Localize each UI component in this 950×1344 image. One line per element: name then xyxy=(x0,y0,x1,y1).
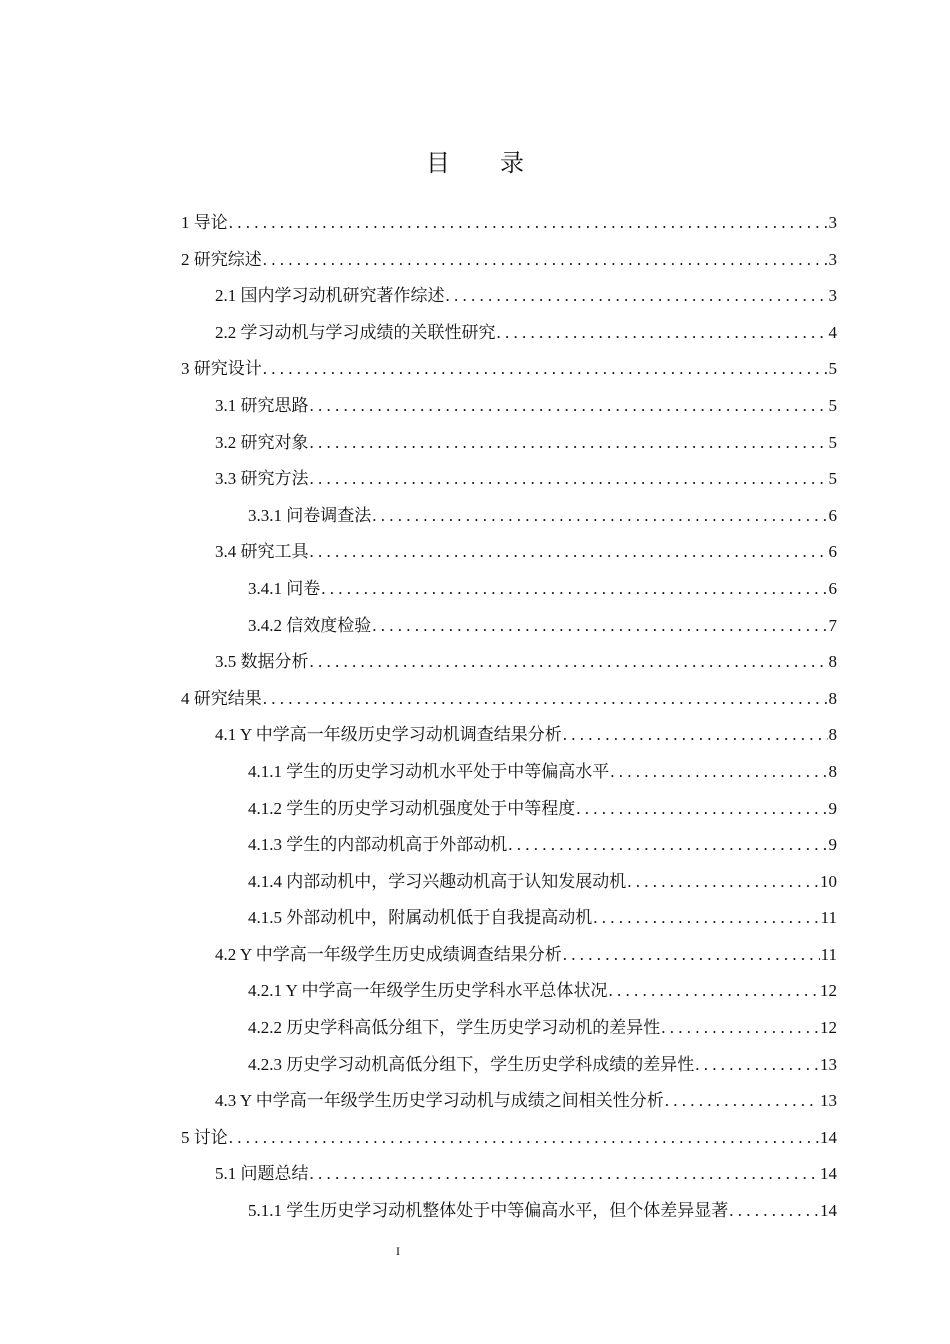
toc-leader-dots xyxy=(372,498,827,535)
toc-entry[interactable] xyxy=(181,351,837,388)
toc-entry[interactable] xyxy=(181,1010,837,1047)
toc-entry[interactable] xyxy=(181,498,837,535)
toc-entry[interactable] xyxy=(181,791,837,828)
toc-leader-dots xyxy=(310,1156,820,1193)
toc-entry-text: 1 导论 xyxy=(181,213,228,232)
toc-leader-dots xyxy=(372,608,827,645)
toc-entry-page: 5 xyxy=(828,359,837,379)
toc-entry[interactable] xyxy=(181,278,837,315)
toc-entry-page: 9 xyxy=(828,798,837,818)
toc-entry-text: 4.2.3 历史学习动机高低分组下，学生历史学科成绩的差异性 xyxy=(248,1054,695,1074)
toc-entry-page: 4 xyxy=(828,322,837,342)
toc-leader-dots xyxy=(508,827,827,864)
toc-leader-dots xyxy=(563,717,828,754)
toc-entry-page: 8 xyxy=(828,725,837,745)
toc-entry[interactable] xyxy=(181,534,837,571)
toc-entry-text: 2.2 学习动机与学习成绩的关联性研究 xyxy=(215,322,496,342)
toc-leader-dots xyxy=(627,864,819,901)
toc-entry-text: 4.2.1 Y 中学高一年级学生历史学科水平总体状况 xyxy=(248,981,608,1001)
toc-entry[interactable] xyxy=(181,205,837,242)
toc-leader-dots xyxy=(263,242,828,279)
toc-entry-text: 2.1 国内学习动机研究著作综述 xyxy=(215,286,445,306)
toc-leader-dots xyxy=(576,791,827,828)
toc-leader-dots xyxy=(665,1083,819,1120)
toc-entry-text: 2 研究综述 xyxy=(181,249,262,269)
toc-entry-page: 5 xyxy=(828,469,837,489)
toc-title: 目 录 xyxy=(426,151,546,177)
toc-entry-text: 3.4 研究工具 xyxy=(215,542,309,562)
toc-entry[interactable] xyxy=(181,461,837,498)
toc-entry-page: 3 xyxy=(828,213,837,232)
toc-entry-page: 3 xyxy=(828,249,837,269)
toc-entry[interactable] xyxy=(181,827,837,864)
toc-entry-page: 7 xyxy=(828,615,837,635)
toc-entry-page: 6 xyxy=(828,505,837,525)
toc-entry-page: 5 xyxy=(828,395,837,415)
toc-entry-page: 6 xyxy=(828,578,837,598)
toc-entry-text: 3 研究设计 xyxy=(181,359,262,379)
toc-entry[interactable] xyxy=(181,864,837,901)
toc-entry-page: 5 xyxy=(828,432,837,452)
toc-leader-dots xyxy=(321,571,827,608)
toc-entry[interactable] xyxy=(181,1120,837,1157)
toc-entry[interactable] xyxy=(181,754,837,791)
toc-entry-page: 11 xyxy=(820,908,837,928)
toc-entry-page: 11 xyxy=(820,944,837,964)
toc-entry-text: 4 研究结果 xyxy=(181,688,262,708)
toc-entry[interactable] xyxy=(181,1193,837,1230)
toc-entry-page: 12 xyxy=(820,981,837,1001)
toc-entry-page: 8 xyxy=(828,652,837,672)
toc-leader-dots xyxy=(229,1120,819,1157)
toc-entry[interactable] xyxy=(181,1047,837,1084)
toc-entry-text: 3.2 研究对象 xyxy=(215,432,309,452)
toc-entry-text: 3.4.1 问卷 xyxy=(248,578,321,598)
toc-entry-text: 3.4.2 信效度检验 xyxy=(248,615,372,635)
toc-entry[interactable] xyxy=(181,900,837,937)
toc-entry-text: 4.2.2 历史学科高低分组下，学生历史学习动机的差异性 xyxy=(248,1018,661,1038)
toc-entry-text: 4.2 Y 中学高一年级学生历史成绩调查结果分析 xyxy=(215,944,562,964)
toc-entry-page: 14 xyxy=(820,1164,837,1184)
toc-entry[interactable] xyxy=(181,425,837,462)
toc-entry-page: 13 xyxy=(820,1091,837,1111)
toc-leader-dots xyxy=(310,461,828,498)
toc-entry-page: 10 xyxy=(820,871,837,891)
toc-leader-dots xyxy=(310,425,828,462)
toc-entry[interactable] xyxy=(181,681,837,718)
toc-entry-page: 6 xyxy=(828,542,837,562)
toc-entry[interactable] xyxy=(181,717,837,754)
toc-entry-text: 4.1.3 学生的内部动机高于外部动机 xyxy=(248,835,508,855)
table-of-contents xyxy=(181,205,837,1230)
toc-entry-text: 3.1 研究思路 xyxy=(215,395,309,415)
toc-leader-dots xyxy=(593,900,819,937)
toc-entry-text: 4.3 Y 中学高一年级学生历史学习动机与成绩之间相关性分析 xyxy=(215,1091,664,1111)
toc-entry-page: 14 xyxy=(820,1201,837,1221)
toc-entry-page: 3 xyxy=(828,286,837,306)
toc-entry[interactable] xyxy=(181,388,837,425)
toc-entry-page: 12 xyxy=(820,1018,837,1038)
toc-entry-page: 14 xyxy=(820,1127,837,1147)
toc-entry-page: 8 xyxy=(828,688,837,708)
toc-leader-dots xyxy=(310,644,828,681)
toc-leader-dots xyxy=(563,937,820,974)
toc-entry-text: 4.1.1 学生的历史学习动机水平处于中等偏高水平 xyxy=(248,761,610,781)
toc-leader-dots xyxy=(310,388,828,425)
toc-entry-page: 13 xyxy=(820,1054,837,1074)
toc-entry[interactable] xyxy=(181,937,837,974)
toc-entry[interactable] xyxy=(181,315,837,352)
toc-entry[interactable] xyxy=(181,571,837,608)
toc-entry-text: 5 讨论 xyxy=(181,1127,228,1147)
toc-entry-text: 3.3.1 问卷调查法 xyxy=(248,505,372,525)
toc-leader-dots xyxy=(729,1193,819,1230)
toc-leader-dots xyxy=(263,681,828,718)
toc-leader-dots xyxy=(609,973,819,1010)
toc-entry-text: 4.1.4 内部动机中，学习兴趣动机高于认知发展动机 xyxy=(248,871,627,891)
toc-entry-text: 3.3 研究方法 xyxy=(215,469,309,489)
toc-leader-dots xyxy=(263,351,828,388)
toc-entry-text: 4.1.5 外部动机中，附属动机低于自我提高动机 xyxy=(248,908,593,928)
page-number: I xyxy=(396,1244,400,1258)
toc-entry-page: 9 xyxy=(828,835,837,855)
toc-entry[interactable] xyxy=(181,1083,837,1120)
toc-entry-text: 4.1.2 学生的历史学习动机强度处于中等程度 xyxy=(248,798,576,818)
toc-entry-text: 3.5 数据分析 xyxy=(215,652,309,672)
toc-leader-dots xyxy=(446,278,828,315)
toc-leader-dots xyxy=(661,1010,819,1047)
toc-entry-page: 8 xyxy=(828,761,837,781)
toc-entry[interactable] xyxy=(181,1156,837,1193)
toc-entry[interactable] xyxy=(181,644,837,681)
toc-entry-text: 5.1 问题总结 xyxy=(215,1164,309,1184)
toc-entry[interactable] xyxy=(181,973,837,1010)
toc-entry-text: 4.1 Y 中学高一年级历史学习动机调查结果分析 xyxy=(215,725,562,745)
toc-leader-dots xyxy=(695,1047,819,1084)
toc-leader-dots xyxy=(610,754,827,791)
toc-entry-text: 5.1.1 学生历史学习动机整体处于中等偏高水平，但个体差异显著 xyxy=(248,1201,729,1221)
toc-leader-dots xyxy=(229,205,828,242)
toc-entry[interactable] xyxy=(181,242,837,279)
toc-leader-dots xyxy=(310,534,828,571)
toc-leader-dots xyxy=(497,315,828,352)
toc-entry[interactable] xyxy=(181,608,837,645)
